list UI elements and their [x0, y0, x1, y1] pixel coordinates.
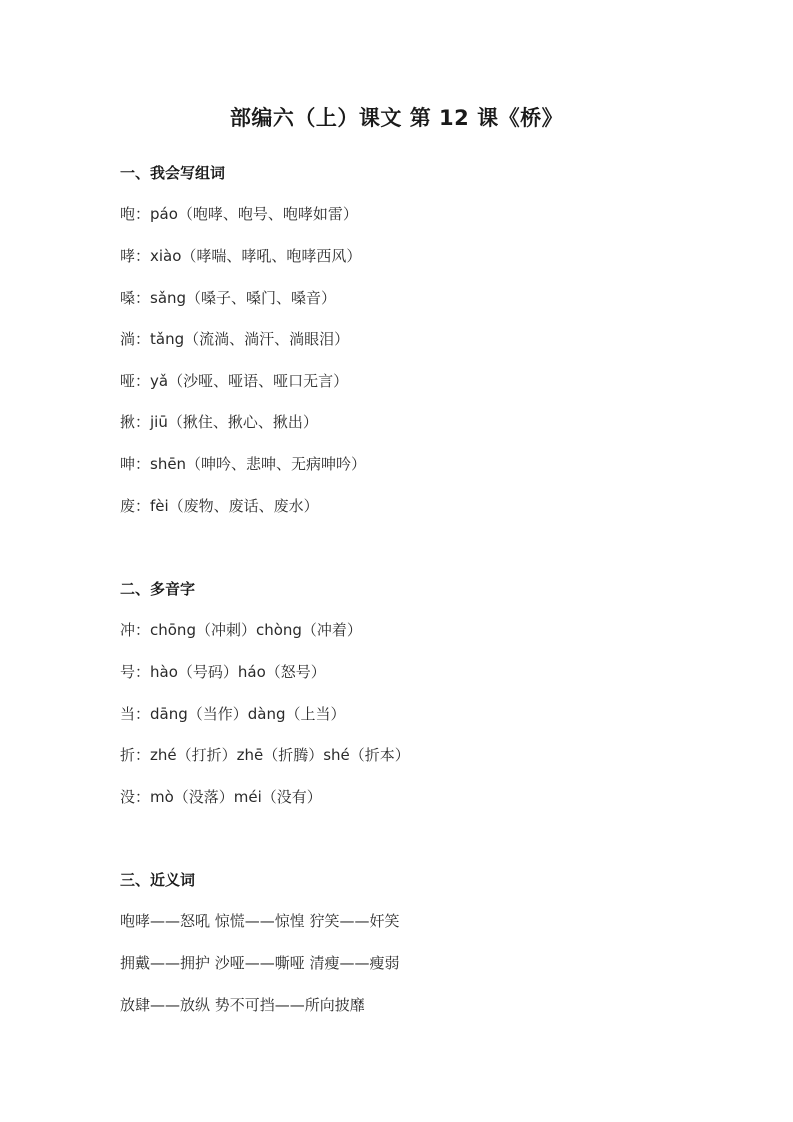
- word-item-shen: 呻：shēn（呻吟、悲呻、无病呻吟）: [120, 455, 367, 473]
- word-item-tang: 淌：tǎng（流淌、淌汗、淌眼泪）: [120, 330, 350, 348]
- synonym-line-3: 放肆——放纵 势不可挡——所向披靡: [120, 996, 365, 1014]
- section-heading-synonyms: 三、近义词: [120, 871, 196, 889]
- word-item-pao: 咆：páo（咆哮、咆号、咆哮如雷）: [120, 205, 358, 223]
- word-item-xiao: 哮：xiào（哮喘、哮吼、咆哮西风）: [120, 247, 362, 265]
- section-heading-write-words: 一、我会写组词: [120, 164, 226, 182]
- synonym-line-1: 咆哮——怒吼 惊慌——惊惶 狞笑——奸笑: [120, 912, 400, 930]
- section-heading-polyphones: 二、多音字: [120, 580, 196, 598]
- polyphone-item-mo: 没：mò（没落）méi（没有）: [120, 788, 322, 806]
- synonym-line-2: 拥戴——拥护 沙哑——嘶哑 清瘦——瘦弱: [120, 954, 400, 972]
- polyphone-item-chong: 冲：chōng（冲刺）chòng（冲着）: [120, 621, 362, 639]
- word-item-ya: 哑：yǎ（沙哑、哑语、哑口无言）: [120, 372, 349, 390]
- page-title: 部编六（上）课文 第 12 课《桥》: [229, 106, 564, 130]
- polyphone-item-dang: 当：dāng（当作）dàng（上当）: [120, 705, 346, 723]
- polyphone-item-zhe: 折：zhé（打折）zhē（折腾）shé（折本）: [120, 746, 410, 764]
- polyphone-item-hao: 号：hào（号码）háo（怒号）: [120, 663, 326, 681]
- word-item-fei: 废：fèi（废物、废话、废水）: [120, 497, 319, 515]
- word-item-sang: 嗓：sǎng（嗓子、嗓门、嗓音）: [120, 289, 337, 307]
- word-item-jiu: 揪：jiū（揪住、揪心、揪出）: [120, 413, 318, 431]
